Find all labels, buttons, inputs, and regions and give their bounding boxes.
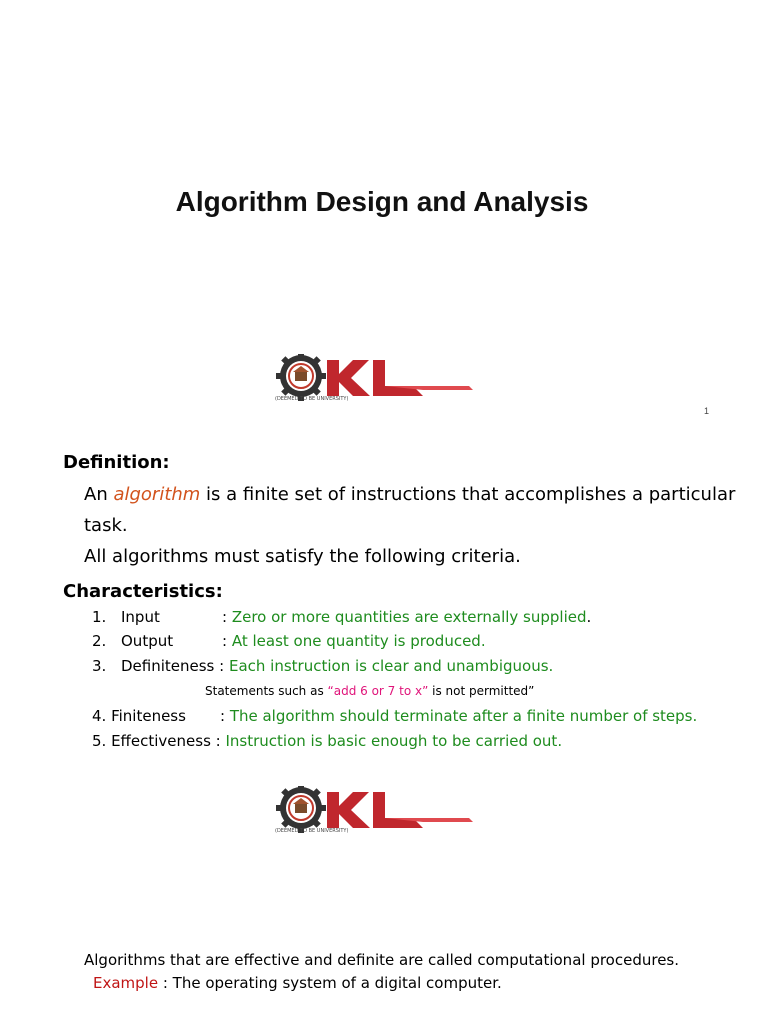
kl-university-logo [273,354,473,402]
item-separator: : [214,657,229,675]
item-separator: : [220,707,230,725]
logo-subtitle: (DEEMED TO BE UNIVERSITY) [275,396,349,402]
item-trail: . [586,608,592,626]
definiteness-note [205,684,534,698]
characteristic-item [92,608,591,626]
item-separator: : [210,732,226,750]
algorithm-term: algorithm [113,484,201,505]
computational-procedures-text: Algorithms that are effective and definite are called computational procedures. [84,951,680,969]
item-number: 2. [92,632,107,650]
item-description: Each instruction is clear and unambiguous. [228,657,554,675]
item-number: 3. [92,657,107,675]
definition-paragraph [84,479,754,572]
characteristics-heading: Characteristics: [63,581,223,602]
item-label: Definiteness [121,657,215,675]
note-suffix: is not permitted” [428,684,535,698]
definition-text-line3: All algorithms must satisfy the following criteria. [84,546,521,567]
item-description: At least one quantity is produced. [231,632,486,650]
slide-title: Algorithm Design and Analysis [175,186,589,217]
characteristic-item [92,707,697,725]
definition-prefix: An [84,484,114,505]
note-prefix: Statements such as [205,684,328,698]
kl-university-logo [273,786,473,834]
item-label: Output [121,632,174,650]
kl-logo-graphic [273,354,473,402]
item-number: 1. [92,608,107,626]
example-line [93,974,502,992]
item-separator: : [222,632,232,650]
definition-text-line2: task. [84,515,128,536]
characteristic-item [92,632,486,650]
logo-subtitle: (DEEMED TO BE UNIVERSITY) [275,828,349,834]
definition-heading: Definition: [63,452,170,473]
example-text: : The operating system of a digital computer. [158,974,502,992]
item-label: 5. Effectiveness [92,732,211,750]
item-description: The algorithm should terminate after a finite number of steps. [229,707,698,725]
note-highlight: “add 6 or 7 to x” [327,684,429,698]
definition-text-line1: is a finite set of instructions that accomplishes a particular [200,484,736,505]
characteristic-item [92,657,553,675]
item-label: 4. Finiteness [92,707,186,725]
page-number: 1 [704,406,710,416]
item-description: Instruction is basic enough to be carried out. [225,732,563,750]
characteristic-item [92,732,562,750]
example-label: Example [93,974,159,992]
item-label: Input [121,608,160,626]
item-separator: : [222,608,232,626]
kl-logo-graphic [273,786,473,834]
item-description: Zero or more quantities are externally supplied [231,608,587,626]
